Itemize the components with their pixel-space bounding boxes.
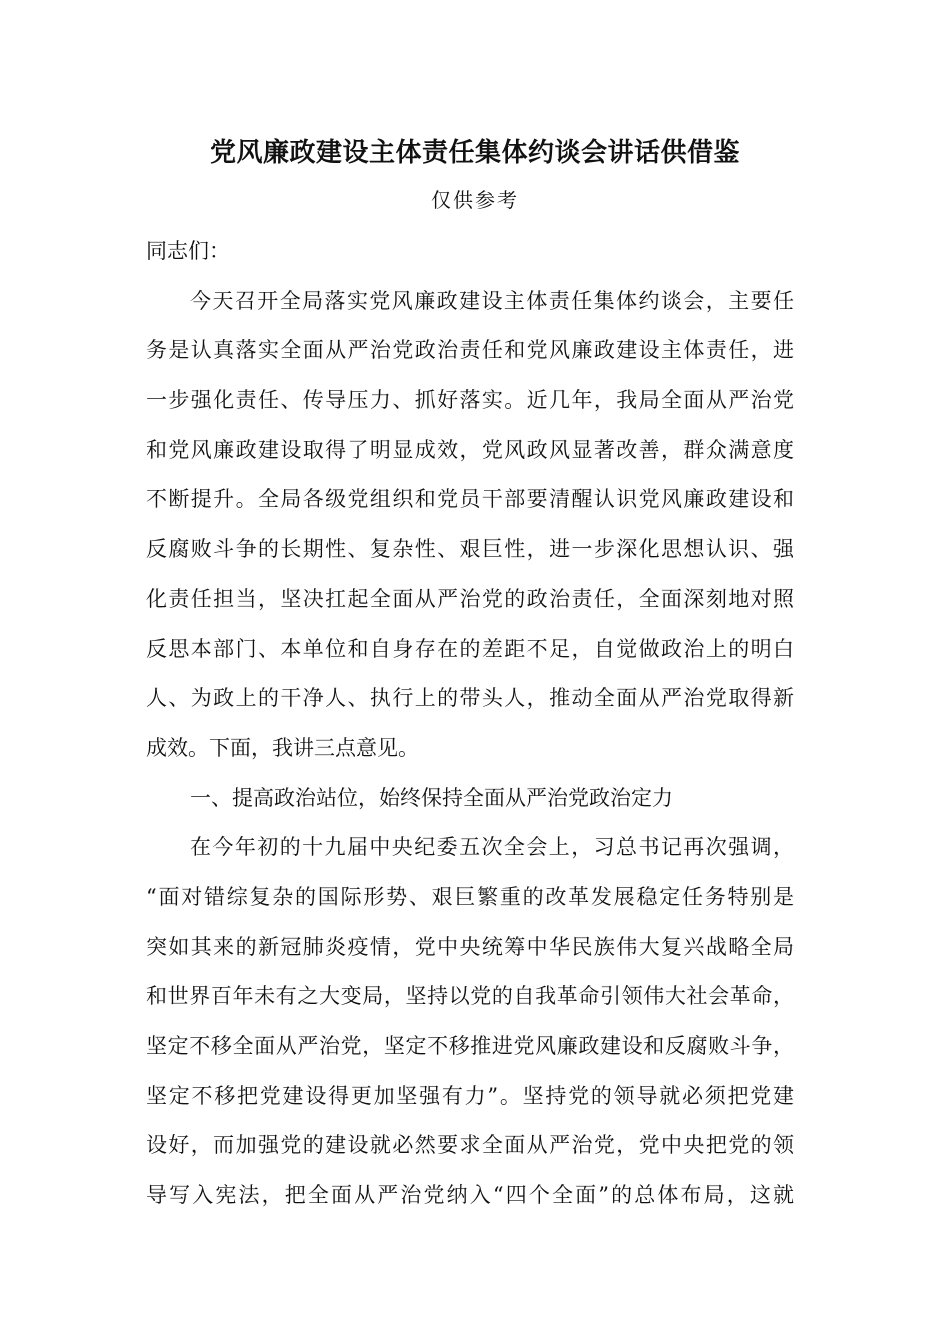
body-text-line: 坚定不移全面从严治党，坚定不移推进党风廉政建设和反腐败斗争， [146,1034,794,1058]
body-text-line: 一步强化责任、传导压力、抓好落实。近几年，我局全面从严治党 [146,388,794,413]
document-title: 党风廉政建设主体责任集体约谈会讲话供借鉴 [209,138,740,168]
body-text-line: 突如其来的新冠肺炎疫情，党中央统筹中华民族伟大复兴战略全局 [146,934,794,959]
body-text-line: “面对错综复杂的国际形势、艰巨繁重的改革发展稳定任务特别是 [146,884,794,909]
body-text-line: 同志们： [146,239,230,263]
body-text-line: 反腐败斗争的长期性、复杂性、艰巨性，进一步深化思想认识、强 [146,537,794,562]
body-text-line: 在今年初的十九届中央纪委五次全会上，习总书记再次强调， [190,835,794,860]
body-text-line: 成效。下面，我讲三点意见。 [146,735,419,760]
body-text-line: 不断提升。全局各级党组织和党员干部要清醒认识党风廉政建设和 [146,487,794,512]
body-text-line: 今天召开全局落实党风廉政建设主体责任集体约谈会，主要任 [190,288,794,313]
document-subtitle: 仅供参考 [431,188,519,212]
body-text-line: 务是认真落实全面从严治党政治责任和党风廉政建设主体责任，进 [146,338,794,363]
body-text-line: 和世界百年未有之大变局，坚持以党的自我革命引领伟大社会革命， [146,984,794,1009]
body-text-line: 反思本部门、本单位和自身存在的差距不足，自觉做政治上的明白 [146,636,794,661]
body-text-line: 人、为政上的干净人、执行上的带头人，推动全面从严治党取得新 [146,686,794,711]
body-text-line: 化责任担当，坚决扛起全面从严治党的政治责任，全面深刻地对照 [146,586,794,611]
body-text-line: 和党风廉政建设取得了明显成效，党风政风显著改善，群众满意度 [146,437,794,462]
body-text-line: 设好，而加强党的建设就必然要求全面从严治党，党中央把党的领 [146,1133,794,1158]
document-body [146,236,794,1230]
body-text-line: 一、提高政治站位，始终保持全面从严治党政治定力 [190,785,673,810]
body-text-line: 导写入宪法，把全面从严治党纳入“四个全面”的总体布局，这就 [146,1183,794,1208]
body-text-line: 坚定不移把党建设得更加坚强有力”。坚持党的领导就必须把党建 [146,1083,794,1108]
